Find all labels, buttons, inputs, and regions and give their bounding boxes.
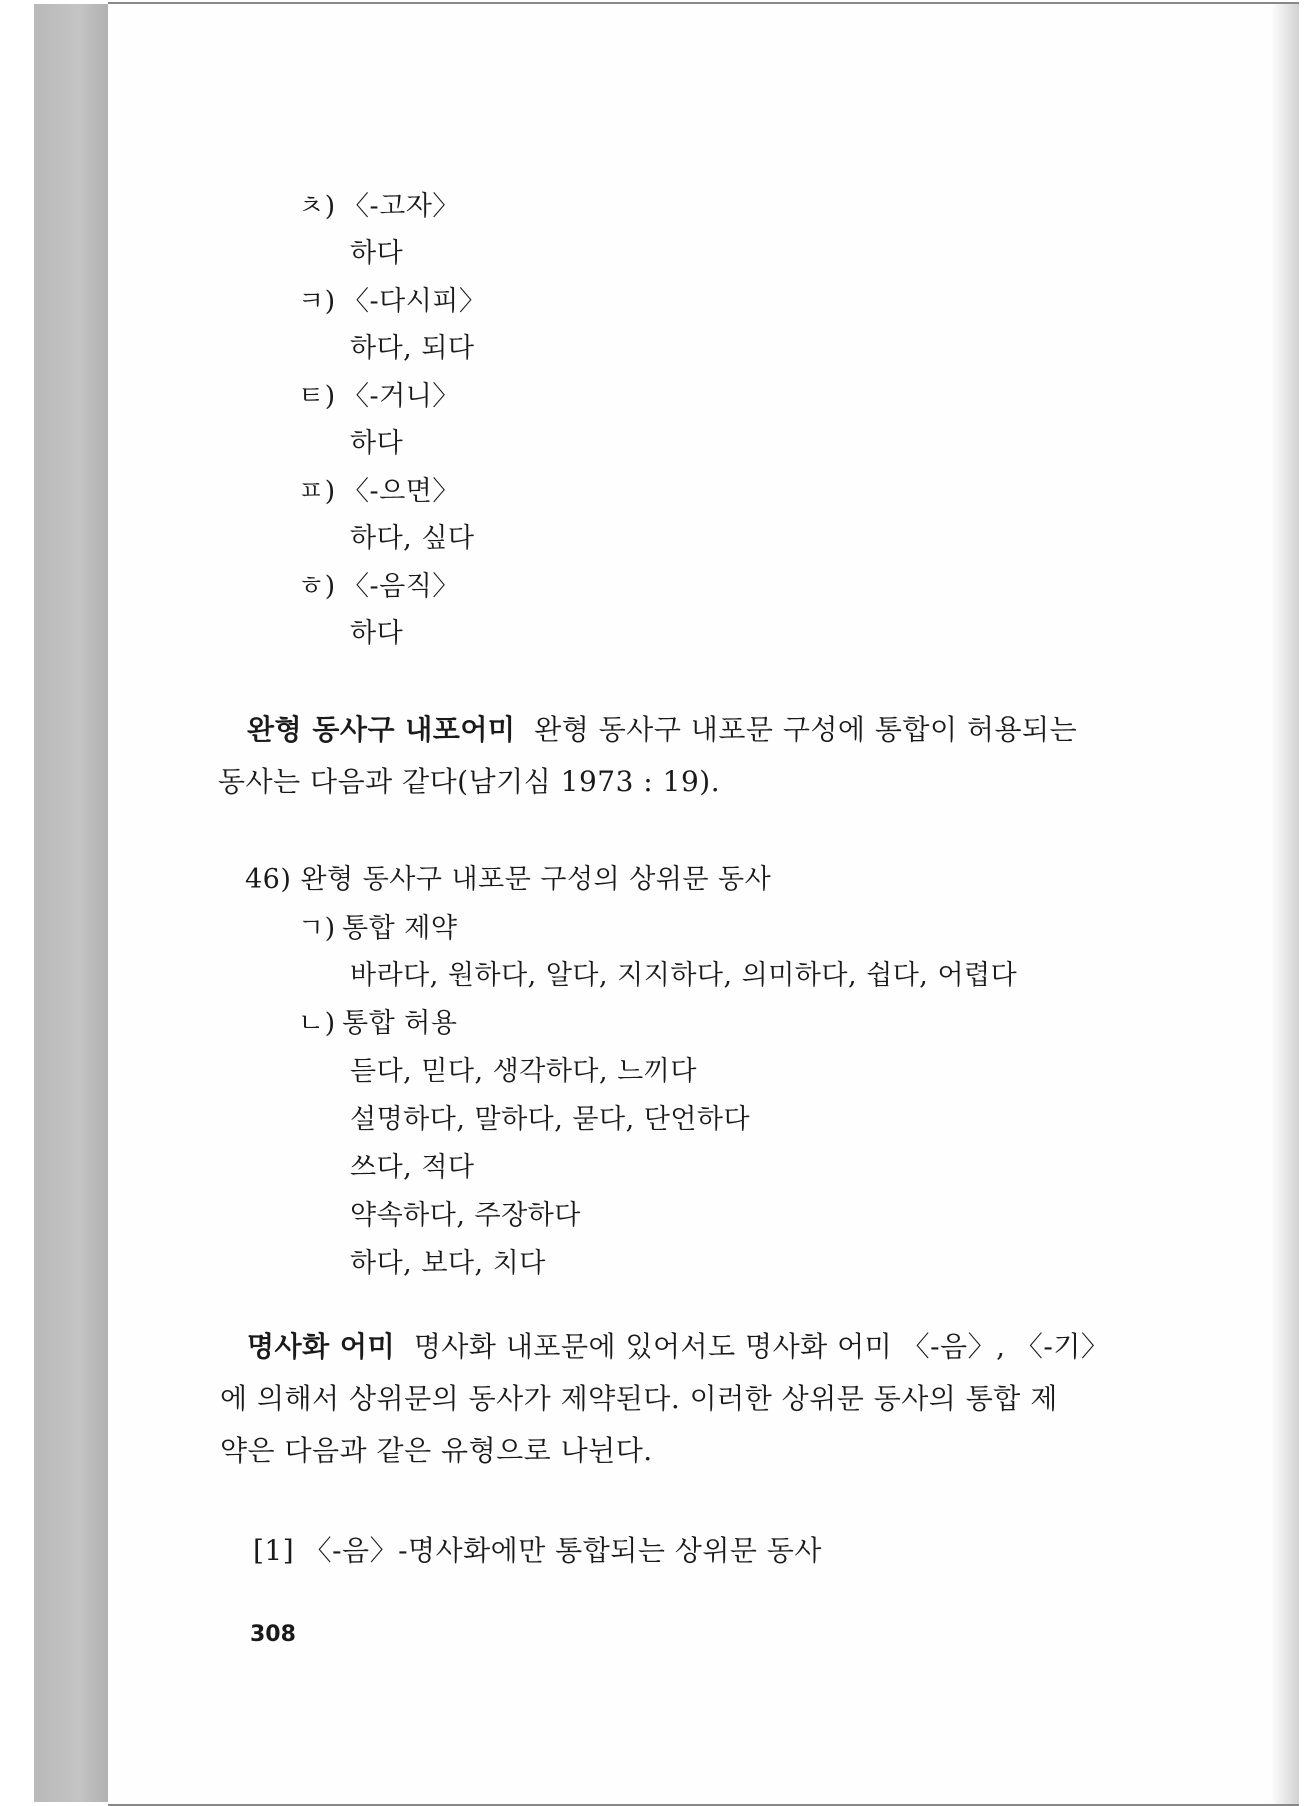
list1-mark: ㅌ) xyxy=(298,381,336,412)
list1-item-2 xyxy=(298,279,486,318)
list1-mark: ㅋ) xyxy=(298,286,336,317)
list1-mark: ㅎ) xyxy=(298,571,336,602)
section-heading: [1] 〈-음〉-명사화에만 통합되는 상위문 동사 xyxy=(253,1534,822,1567)
para1-text: 완형 동사구 내포문 구성에 통합이 허용되는 xyxy=(534,713,1078,746)
list1-verbs-5: 하다 xyxy=(350,618,404,649)
example46-b-mark: ㄴ) xyxy=(298,1008,336,1039)
para1-heading: 완형 동사구 내포어미 xyxy=(247,713,516,746)
list1-verbs-3: 하다 xyxy=(350,428,404,459)
example46-a-mark: ㄱ) xyxy=(298,913,336,944)
example46-b-label: 통합 허용 xyxy=(342,1008,458,1039)
example46-a-verbs: 바라다, 원하다, 알다, 지지하다, 의미하다, 쉽다, 어렵다 xyxy=(350,960,1018,991)
para1-line2: 동사는 다음과 같다(남기심 1973 : 19). xyxy=(218,765,721,798)
list1-form: 〈-음직〉 xyxy=(342,571,460,602)
list1-form: 〈-다시피〉 xyxy=(342,286,487,317)
list1-verbs-1: 하다 xyxy=(350,238,404,269)
page-edge-shadow xyxy=(1271,4,1299,1804)
example46-b xyxy=(298,1001,457,1040)
example46-title: 46) 완형 동사구 내포문 구성의 상위문 동사 xyxy=(245,864,772,895)
para2-text: 명사화 내포문에 있어서도 명사화 어미 〈-음〉, 〈-기〉 xyxy=(413,1330,1110,1363)
list1-item-1 xyxy=(298,184,460,223)
list1-verbs-4: 하다, 싶다 xyxy=(350,523,475,554)
example46-b-verbs-1: 듣다, 믿다, 생각하다, 느끼다 xyxy=(350,1056,697,1087)
para2-line2: 에 의해서 상위문의 동사가 제약된다. 이러한 상위문 동사의 통합 제 xyxy=(220,1382,1058,1415)
list1-mark: ㅍ) xyxy=(298,476,336,507)
book-spine xyxy=(34,4,111,1802)
list1-verbs-2: 하다, 되다 xyxy=(350,333,475,364)
para2-line3: 약은 다음과 같은 유형으로 나뉜다. xyxy=(220,1434,653,1467)
example46-b-verbs-3: 쓰다, 적다 xyxy=(350,1152,475,1183)
page-number: 308 xyxy=(250,1622,296,1647)
list1-item-5 xyxy=(298,564,460,603)
para2-heading: 명사화 어미 xyxy=(247,1330,395,1363)
para1-line1 xyxy=(247,708,1077,748)
list1-form: 〈-고자〉 xyxy=(342,191,460,222)
list1-item-4 xyxy=(298,469,460,508)
example46-a xyxy=(298,906,457,945)
example46-a-label: 통합 제약 xyxy=(342,913,458,944)
list1-form: 〈-으면〉 xyxy=(342,476,460,507)
example46-b-verbs-5: 하다, 보다, 치다 xyxy=(350,1248,546,1279)
list1-item-3 xyxy=(298,374,460,413)
list1-mark: ㅊ) xyxy=(298,191,336,222)
para2-line1 xyxy=(247,1325,1109,1365)
example46-b-verbs-4: 약속하다, 주장하다 xyxy=(350,1200,581,1231)
example46-b-verbs-2: 설명하다, 말하다, 묻다, 단언하다 xyxy=(350,1104,751,1135)
list1-form: 〈-거니〉 xyxy=(342,381,460,412)
